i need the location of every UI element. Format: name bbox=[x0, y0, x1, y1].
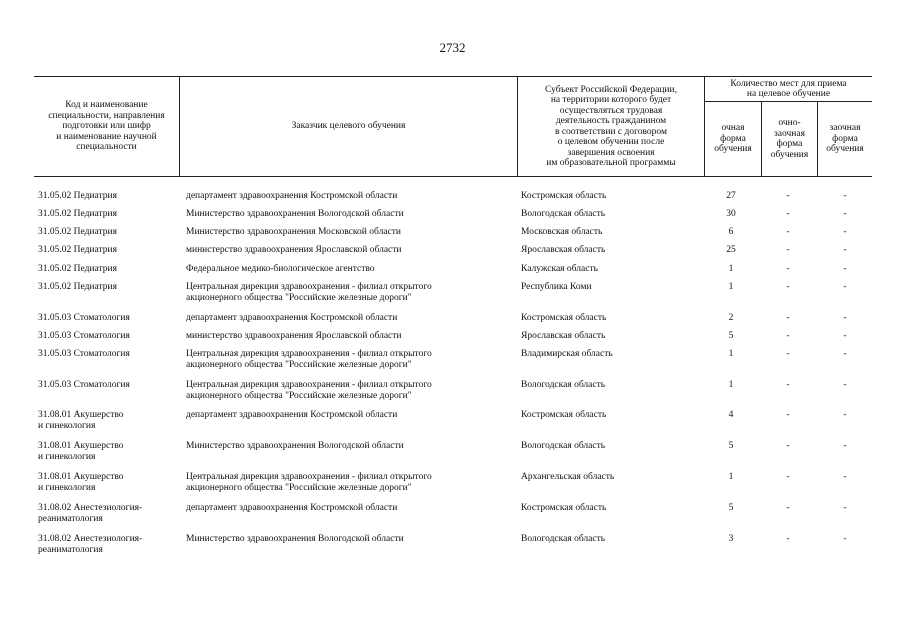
distance-count bbox=[825, 534, 865, 545]
region-cell-line: Ярославская область bbox=[521, 331, 606, 341]
region-cell bbox=[521, 472, 701, 483]
specialty-cell-line: и гинекология bbox=[38, 452, 96, 462]
region-cell-line: Вологодская область bbox=[521, 534, 606, 544]
page-number: 2732 bbox=[439, 40, 466, 55]
region-cell-line: Архангельская область bbox=[521, 472, 615, 482]
distance-count bbox=[825, 227, 865, 238]
header-line: им образовательной программы bbox=[546, 158, 676, 168]
specialty-cell bbox=[38, 380, 178, 391]
part-time-count bbox=[768, 227, 808, 238]
header-line: форма bbox=[720, 133, 746, 144]
distance-count bbox=[825, 209, 865, 220]
region-cell bbox=[521, 331, 701, 342]
specialty-cell bbox=[38, 331, 178, 342]
region-cell-line: Вологодская область bbox=[521, 380, 606, 390]
full-time-count bbox=[711, 380, 751, 391]
specialty-cell-line: 31.05.03 Стоматология bbox=[38, 313, 130, 323]
customer-cell bbox=[186, 313, 516, 324]
distance-count-line: - bbox=[843, 264, 847, 274]
full-time-count bbox=[711, 313, 751, 324]
specialty-cell-line: 31.05.02 Педиатрия bbox=[38, 227, 117, 237]
region-cell bbox=[521, 227, 701, 238]
full-time-count-line: 1 bbox=[728, 472, 734, 482]
part-time-count-line: - bbox=[786, 209, 790, 219]
header-line: очная bbox=[721, 123, 745, 134]
header-line: Субъект Российской Федерации, bbox=[545, 84, 677, 95]
distance-count bbox=[825, 410, 865, 421]
part-time-count-line: - bbox=[786, 534, 790, 544]
specialty-cell-line: 31.05.02 Педиатрия bbox=[38, 282, 117, 292]
specialty-cell-line: 31.05.02 Педиатрия bbox=[38, 209, 117, 219]
customer-cell-line: акционерного общества "Российские железные дороги" bbox=[186, 293, 412, 303]
part-time-count-line: - bbox=[786, 264, 790, 274]
distance-count bbox=[825, 380, 865, 391]
part-time-count bbox=[768, 349, 808, 360]
customer-cell-line: Центральная дирекция здравоохранения - филиал открытого bbox=[186, 472, 432, 482]
region-cell bbox=[521, 534, 701, 545]
customer-cell-line: акционерного общества "Российские железные дороги" bbox=[186, 360, 412, 370]
distance-count bbox=[825, 245, 865, 256]
full-time-count-line: 3 bbox=[728, 534, 734, 544]
region-cell bbox=[521, 245, 701, 256]
full-time-count-line: 1 bbox=[728, 264, 734, 274]
part-time-count bbox=[768, 441, 808, 452]
distance-count-line: - bbox=[843, 410, 847, 420]
full-time-count bbox=[711, 282, 751, 293]
full-time-count bbox=[711, 503, 751, 514]
customer-cell bbox=[186, 282, 516, 304]
customer-cell bbox=[186, 410, 516, 421]
part-time-count-line: - bbox=[786, 441, 790, 451]
specialty-cell bbox=[38, 349, 178, 360]
header-line: заочная bbox=[829, 123, 861, 134]
distance-count-line: - bbox=[843, 245, 847, 255]
specialty-cell bbox=[38, 209, 178, 220]
customer-cell-line: департамент здравоохранения Костромской области bbox=[186, 191, 398, 201]
specialty-cell bbox=[38, 503, 178, 525]
part-time-count-line: - bbox=[786, 245, 790, 255]
full-time-count bbox=[711, 264, 751, 275]
header-line: осуществляться трудовая bbox=[559, 105, 663, 116]
specialty-cell-line: 31.08.02 Анестезиология- bbox=[38, 503, 143, 513]
specialty-cell-line: и гинекология bbox=[38, 483, 96, 493]
region-cell bbox=[521, 313, 701, 324]
customer-cell-line: министерство здравоохранения Ярославской области bbox=[186, 245, 402, 255]
full-time-count bbox=[711, 534, 751, 545]
region-cell-line: Костромская область bbox=[521, 503, 607, 513]
part-time-count bbox=[768, 380, 808, 391]
distance-count bbox=[825, 331, 865, 342]
specialty-cell bbox=[38, 410, 178, 432]
specialty-cell bbox=[38, 282, 178, 293]
header-line: деятельность гражданином bbox=[555, 116, 667, 126]
distance-count bbox=[825, 282, 865, 293]
distance-count-line: - bbox=[843, 380, 847, 390]
part-time-count-line: - bbox=[786, 227, 790, 237]
region-cell-line: Костромская область bbox=[521, 313, 607, 323]
full-time-count bbox=[711, 472, 751, 483]
region-cell bbox=[521, 380, 701, 391]
part-time-count-line: - bbox=[786, 380, 790, 390]
region-cell bbox=[521, 349, 701, 360]
region-cell-line: Республика Коми bbox=[521, 282, 592, 292]
specialty-cell-line: 31.05.02 Педиатрия bbox=[38, 264, 117, 274]
full-time-count bbox=[711, 331, 751, 342]
region-cell-line: Костромская область bbox=[521, 410, 607, 420]
specialty-cell-line: 31.08.01 Акушерство bbox=[38, 472, 124, 482]
customer-cell bbox=[186, 245, 516, 256]
customer-cell-line: Федеральное медико-биологическое агентство bbox=[186, 264, 375, 274]
specialty-cell-line: 31.05.03 Стоматология bbox=[38, 331, 130, 341]
full-time-count-line: 5 bbox=[728, 503, 734, 513]
customer-cell bbox=[186, 264, 516, 275]
part-time-count-line: - bbox=[786, 472, 790, 482]
customer-cell bbox=[186, 227, 516, 238]
full-time-count-line: 6 bbox=[728, 227, 734, 237]
header-line: подготовки или шифр bbox=[62, 121, 151, 132]
customer-cell bbox=[186, 349, 516, 371]
region-cell-line: Ярославская область bbox=[521, 245, 606, 255]
specialty-cell-line: 31.08.02 Анестезиология- bbox=[38, 534, 143, 544]
distance-count bbox=[825, 441, 865, 452]
distance-count-line: - bbox=[843, 227, 847, 237]
full-time-count-line: 5 bbox=[728, 441, 734, 451]
region-cell-line: Вологодская область bbox=[521, 209, 606, 219]
region-cell bbox=[521, 191, 701, 202]
distance-count bbox=[825, 313, 865, 324]
header-line: Заказчик целевого обучения bbox=[291, 121, 406, 132]
full-time-count-line: 1 bbox=[728, 380, 734, 390]
part-time-count bbox=[768, 472, 808, 483]
customer-cell bbox=[186, 331, 516, 342]
distance-count bbox=[825, 503, 865, 514]
header-line: завершения освоения bbox=[567, 147, 655, 158]
distance-count-line: - bbox=[843, 331, 847, 341]
customer-cell bbox=[186, 534, 516, 545]
part-time-count bbox=[768, 282, 808, 293]
specialty-cell-line: 31.05.03 Стоматология bbox=[38, 380, 130, 390]
full-time-count bbox=[711, 410, 751, 421]
customer-cell bbox=[186, 380, 516, 402]
full-time-count bbox=[711, 441, 751, 452]
header-line: на целевое обучение bbox=[746, 89, 831, 99]
specialty-cell-line: 31.05.02 Педиатрия bbox=[38, 191, 117, 201]
part-time-count-line: - bbox=[786, 349, 790, 359]
customer-cell-line: Министерство здравоохранения Московской области bbox=[186, 227, 401, 237]
specialty-cell-line: 31.05.03 Стоматология bbox=[38, 349, 130, 359]
specialty-cell-line: 31.05.02 Педиатрия bbox=[38, 245, 117, 255]
customer-cell-line: Министерство здравоохранения Вологодской области bbox=[186, 441, 404, 451]
header-line: форма bbox=[832, 133, 858, 144]
header-line: и наименование научной bbox=[56, 131, 157, 142]
distance-count bbox=[825, 349, 865, 360]
specialty-cell bbox=[38, 534, 178, 556]
part-time-count-line: - bbox=[786, 410, 790, 420]
specialty-cell-line: реаниматология bbox=[38, 514, 103, 524]
distance-count-line: - bbox=[843, 441, 847, 451]
region-cell bbox=[521, 209, 701, 220]
part-time-count bbox=[768, 191, 808, 202]
part-time-count-line: - bbox=[786, 191, 790, 201]
distance-count-line: - bbox=[843, 472, 847, 482]
full-time-count bbox=[711, 209, 751, 220]
part-time-count-line: - bbox=[786, 503, 790, 513]
full-time-count-line: 4 bbox=[728, 410, 734, 420]
customer-cell bbox=[186, 209, 516, 220]
specialty-cell-line: реаниматология bbox=[38, 545, 103, 555]
header-line: о целевом обучении после bbox=[557, 137, 665, 147]
header-line: форма bbox=[776, 139, 803, 149]
customer-cell bbox=[186, 472, 516, 494]
full-time-count-line: 5 bbox=[728, 331, 734, 341]
full-time-count-line: 2 bbox=[728, 313, 734, 323]
customer-cell-line: Центральная дирекция здравоохранения - филиал открытого bbox=[186, 380, 432, 390]
region-cell-line: Вологодская область bbox=[521, 441, 606, 451]
customer-cell-line: Центральная дирекция здравоохранения - филиал открытого bbox=[186, 349, 432, 359]
distance-count-line: - bbox=[843, 191, 847, 201]
customer-cell-line: Министерство здравоохранения Вологодской области bbox=[186, 534, 404, 544]
header-line: специальности, направления bbox=[48, 110, 165, 121]
specialty-cell bbox=[38, 441, 178, 463]
region-cell bbox=[521, 503, 701, 514]
header-line: обучения bbox=[770, 149, 809, 160]
header-line: очно- bbox=[778, 118, 801, 128]
customer-cell-line: департамент здравоохранения Костромской области bbox=[186, 503, 398, 513]
header-line: Количество мест для приема bbox=[730, 78, 847, 89]
region-cell-line: Костромская область bbox=[521, 191, 607, 201]
full-time-count bbox=[711, 227, 751, 238]
region-cell bbox=[521, 282, 701, 293]
part-time-count-line: - bbox=[786, 331, 790, 341]
full-time-count bbox=[711, 245, 751, 256]
specialty-cell bbox=[38, 472, 178, 494]
part-time-count-line: - bbox=[786, 282, 790, 292]
specialty-cell-line: 31.08.01 Акушерство bbox=[38, 441, 124, 451]
full-time-count-line: 25 bbox=[726, 245, 736, 255]
customer-cell-line: Министерство здравоохранения Вологодской области bbox=[186, 209, 404, 219]
distance-count-line: - bbox=[843, 349, 847, 359]
customer-cell-line: департамент здравоохранения Костромской области bbox=[186, 313, 398, 323]
distance-count bbox=[825, 264, 865, 275]
region-cell-line: Владимирская область bbox=[521, 349, 613, 359]
specialty-cell bbox=[38, 227, 178, 238]
full-time-count bbox=[711, 349, 751, 360]
header-line: на территории которого будет bbox=[550, 95, 672, 105]
customer-cell-line: департамент здравоохранения Костромской области bbox=[186, 410, 398, 420]
header-line: обучения bbox=[714, 144, 752, 155]
header-line: обучения bbox=[826, 144, 864, 155]
distance-count-line: - bbox=[843, 282, 847, 292]
region-cell-line: Калужская область bbox=[521, 264, 598, 274]
part-time-count bbox=[768, 264, 808, 275]
customer-cell-line: акционерного общества "Российские железные дороги" bbox=[186, 391, 412, 401]
header-line: в соответствии с договором bbox=[554, 126, 667, 137]
customer-cell-line: акционерного общества "Российские железные дороги" bbox=[186, 483, 412, 493]
specialty-cell bbox=[38, 264, 178, 275]
customer-cell-line: Центральная дирекция здравоохранения - филиал открытого bbox=[186, 282, 432, 292]
part-time-count bbox=[768, 534, 808, 545]
specialty-cell-line: 31.08.01 Акушерство bbox=[38, 410, 124, 420]
customer-cell-line: министерство здравоохранения Ярославской области bbox=[186, 331, 402, 341]
header-line: заочная bbox=[774, 128, 805, 139]
distance-count bbox=[825, 472, 865, 483]
full-time-count bbox=[711, 191, 751, 202]
part-time-count bbox=[768, 331, 808, 342]
full-time-count-line: 1 bbox=[728, 349, 734, 359]
distance-count-line: - bbox=[843, 313, 847, 323]
part-time-count bbox=[768, 209, 808, 220]
specialty-cell-line: и гинекология bbox=[38, 421, 96, 431]
part-time-count bbox=[768, 313, 808, 324]
full-time-count-line: 1 bbox=[728, 282, 734, 292]
customer-cell bbox=[186, 503, 516, 514]
customer-cell bbox=[186, 441, 516, 452]
part-time-count-line: - bbox=[786, 313, 790, 323]
distance-count bbox=[825, 191, 865, 202]
region-cell bbox=[521, 441, 701, 452]
region-cell bbox=[521, 264, 701, 275]
distance-count-line: - bbox=[843, 534, 847, 544]
full-time-count-line: 30 bbox=[726, 209, 736, 219]
specialty-cell bbox=[38, 245, 178, 256]
distance-count-line: - bbox=[843, 503, 847, 513]
customer-cell bbox=[186, 191, 516, 202]
header-line: специальности bbox=[76, 142, 137, 153]
specialty-cell bbox=[38, 191, 178, 202]
part-time-count bbox=[768, 245, 808, 256]
region-cell-line: Московская область bbox=[521, 227, 603, 237]
part-time-count bbox=[768, 503, 808, 514]
specialty-cell bbox=[38, 313, 178, 324]
part-time-count bbox=[768, 410, 808, 421]
distance-count-line: - bbox=[843, 209, 847, 219]
header-line: Код и наименование bbox=[65, 100, 148, 111]
full-time-count-line: 27 bbox=[726, 191, 736, 201]
region-cell bbox=[521, 410, 701, 421]
